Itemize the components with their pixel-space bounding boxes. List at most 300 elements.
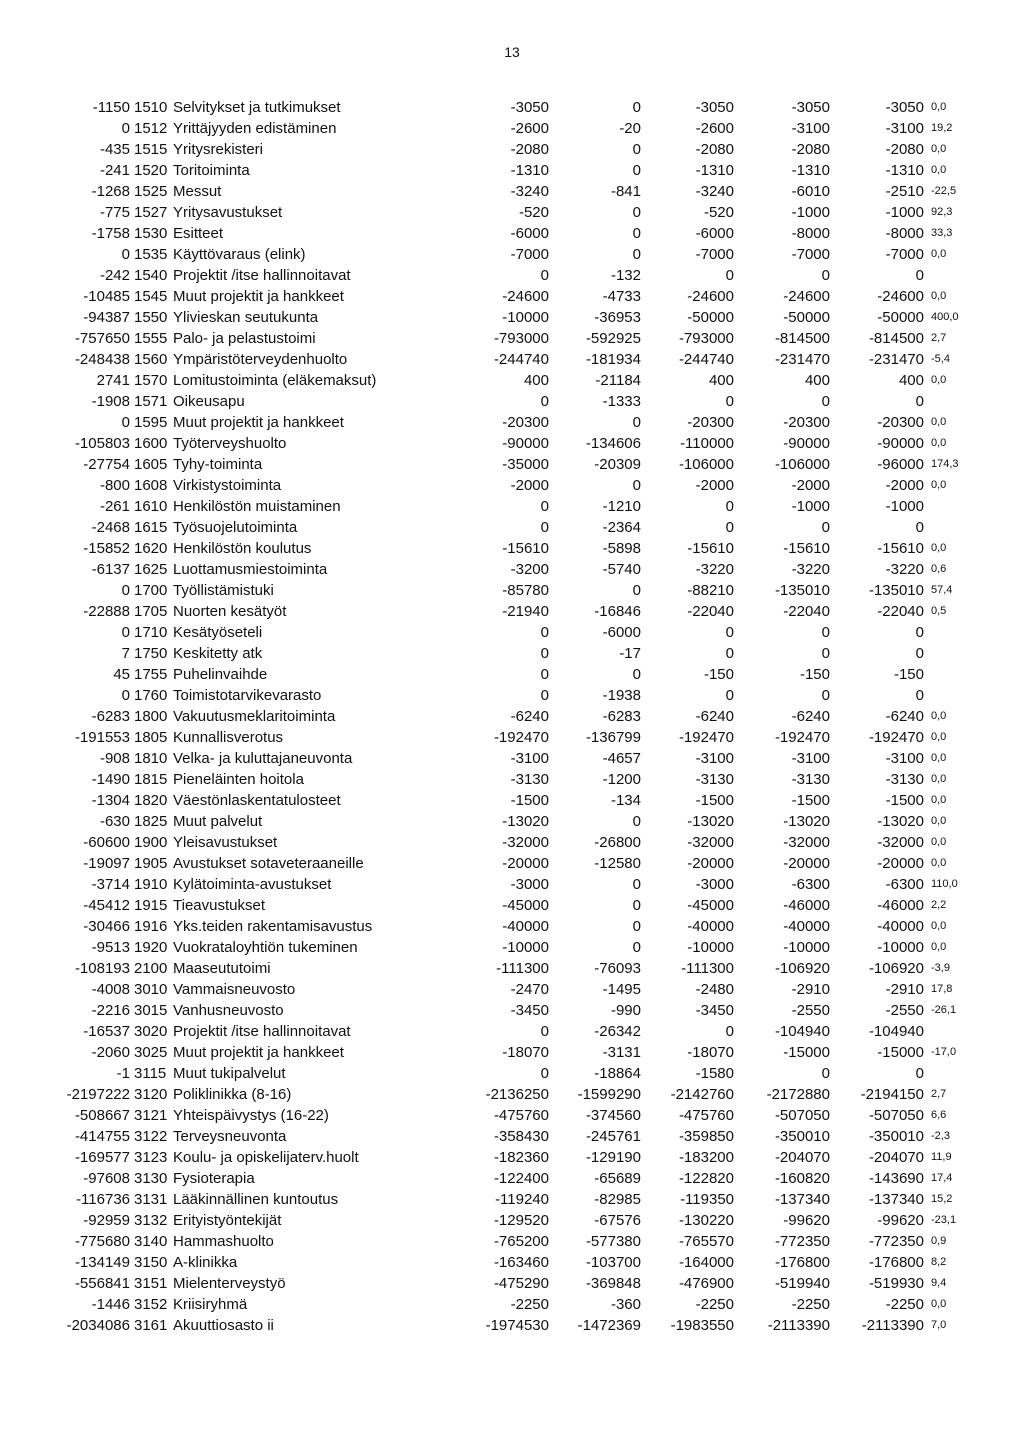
value-proposal: -106000 [774, 456, 830, 473]
value-final: -104940 [868, 1023, 924, 1040]
value-actual: -6283 [602, 708, 641, 725]
value-final: -1310 [885, 162, 924, 179]
value-2012: -3714 [91, 876, 130, 893]
value-proposal: -6010 [791, 183, 830, 200]
value-proposal: 0 [821, 645, 830, 662]
value-plan: -1983550 [670, 1317, 734, 1334]
value-2012: -1 [116, 1065, 130, 1082]
value-actual: -1472369 [577, 1317, 641, 1334]
value-plan: -20000 [687, 855, 734, 872]
account-code: 1545 [134, 288, 168, 305]
value-final: -3100 [885, 750, 924, 767]
value-proposal: -20000 [783, 855, 830, 872]
value-plan: -40000 [687, 918, 734, 935]
account-name: Yrittäjyyden edistäminen [173, 120, 337, 137]
value-final: 0 [915, 267, 924, 284]
value-proposal: -99620 [783, 1212, 830, 1229]
value-proposal: -106920 [774, 960, 830, 977]
value-2012: -22888 [83, 603, 130, 620]
value-actual: -4657 [602, 750, 641, 767]
value-plan: -765570 [678, 1233, 734, 1250]
value-final: -99620 [877, 1212, 924, 1229]
value-budget: -2000 [510, 477, 549, 494]
value-2012: -1490 [91, 771, 130, 788]
change-percent: 0,0 [931, 836, 947, 848]
change-percent: 33,3 [931, 227, 953, 239]
account-name: Messut [173, 183, 222, 200]
value-2012: -169577 [74, 1149, 130, 1166]
value-2012: -9513 [91, 939, 130, 956]
change-percent: 0,0 [931, 437, 947, 449]
value-proposal: -3050 [791, 99, 830, 116]
account-code: 1825 [134, 813, 168, 830]
value-budget: -90000 [502, 435, 549, 452]
value-2012: -1758 [91, 225, 130, 242]
value-plan: -15610 [687, 540, 734, 557]
account-code: 3025 [134, 1044, 168, 1061]
value-2012: -6137 [91, 561, 130, 578]
account-name: Palo- ja pelastustoimi [173, 330, 316, 347]
value-2012: -2468 [91, 519, 130, 536]
value-2012: 0 [121, 582, 130, 599]
value-proposal: -10000 [783, 939, 830, 956]
table-row [0, 538, 1024, 559]
value-actual: -16846 [594, 603, 641, 620]
value-budget: -32000 [502, 834, 549, 851]
value-final: -1000 [885, 204, 924, 221]
value-plan: -1500 [695, 792, 734, 809]
budget-table [0, 97, 1024, 1336]
value-budget: -6240 [510, 708, 549, 725]
value-budget: 0 [540, 498, 549, 515]
table-row [0, 748, 1024, 769]
value-budget: -10000 [502, 939, 549, 956]
account-name: Vuokrataloyhtiön tukeminen [173, 939, 358, 956]
account-code: 1815 [134, 771, 168, 788]
table-row [0, 475, 1024, 496]
account-code: 3130 [134, 1170, 168, 1187]
account-code: 3132 [134, 1212, 168, 1229]
value-actual: -1210 [602, 498, 641, 515]
value-proposal: -32000 [783, 834, 830, 851]
account-code: 1595 [134, 414, 168, 431]
table-row [0, 139, 1024, 160]
change-percent: -22,5 [931, 185, 957, 197]
value-budget: -1310 [510, 162, 549, 179]
value-proposal: -350010 [774, 1128, 830, 1145]
value-actual: -1599290 [577, 1086, 641, 1103]
value-proposal: -46000 [783, 897, 830, 914]
value-plan: -22040 [687, 603, 734, 620]
account-code: 1608 [134, 477, 168, 494]
account-name: Luottamusmiestoiminta [173, 561, 328, 578]
value-budget: 0 [540, 393, 549, 410]
value-proposal: -204070 [774, 1149, 830, 1166]
value-budget: -119240 [495, 1191, 549, 1208]
value-final: -231470 [868, 351, 924, 368]
table-row [0, 1273, 1024, 1294]
value-actual: -82985 [594, 1191, 641, 1208]
value-2012: -108193 [74, 960, 130, 977]
value-plan: -520 [703, 204, 734, 221]
value-actual: -2364 [602, 519, 641, 536]
value-plan: 0 [725, 687, 734, 704]
value-actual: -26342 [594, 1023, 641, 1040]
account-code: 2100 [134, 960, 168, 977]
value-plan: -32000 [687, 834, 734, 851]
value-final: -519930 [868, 1275, 924, 1292]
value-proposal: -50000 [783, 309, 830, 326]
account-code: 1527 [134, 204, 168, 221]
value-proposal: -3100 [791, 120, 830, 137]
change-percent: 17,8 [931, 983, 953, 995]
value-final: -7000 [885, 246, 924, 263]
value-budget: -163460 [493, 1254, 549, 1271]
account-code: 1535 [134, 246, 168, 263]
change-percent: 15,2 [931, 1193, 953, 1205]
account-name: Kriisiryhmä [173, 1296, 248, 1313]
value-actual: -21184 [595, 372, 641, 389]
value-final: -176800 [868, 1254, 924, 1271]
value-final: -204070 [868, 1149, 924, 1166]
value-final: -10000 [877, 939, 924, 956]
value-budget: -2600 [510, 120, 549, 137]
value-actual: 0 [632, 225, 641, 242]
table-row [0, 118, 1024, 139]
value-final: -3100 [885, 120, 924, 137]
value-2012: -2060 [91, 1044, 130, 1061]
value-plan: 0 [725, 498, 734, 515]
value-plan: -3050 [695, 99, 734, 116]
value-actual: -129190 [585, 1149, 641, 1166]
value-plan: -24600 [687, 288, 734, 305]
value-2012: -10485 [83, 288, 130, 305]
value-budget: -3050 [510, 99, 549, 116]
value-2012: -241 [99, 162, 130, 179]
account-name: Fysioterapia [173, 1170, 255, 1187]
value-plan: -3240 [695, 183, 734, 200]
change-percent: -5,4 [931, 353, 950, 365]
value-proposal: -1000 [791, 498, 830, 515]
value-actual: -369848 [585, 1275, 641, 1292]
value-final: -96000 [877, 456, 924, 473]
value-actual: -17 [619, 645, 641, 662]
value-final: -106920 [868, 960, 924, 977]
account-code: 1515 [134, 141, 168, 158]
value-2012: -908 [99, 750, 130, 767]
table-row [0, 391, 1024, 412]
account-name: Ylivieskan seutukunta [173, 309, 319, 326]
value-budget: -2080 [510, 141, 549, 158]
account-name: Muut projektit ja hankkeet [173, 1044, 344, 1061]
change-percent: -2,3 [931, 1130, 950, 1142]
value-final: -15610 [877, 540, 924, 557]
account-name: Hammashuolto [173, 1233, 274, 1250]
account-code: 1755 [134, 666, 168, 683]
value-final: -50000 [877, 309, 924, 326]
value-2012: -30466 [83, 918, 130, 935]
value-2012: 0 [121, 687, 130, 704]
account-name: Koulu- ja opiskelijaterv.huolt [173, 1149, 359, 1166]
account-name: Tieavustukset [173, 897, 265, 914]
account-name: Erityistyöntekijät [173, 1212, 282, 1229]
value-2012: 0 [121, 624, 130, 641]
value-actual: -3131 [602, 1044, 641, 1061]
value-final: -6300 [885, 876, 924, 893]
value-2012: -134149 [74, 1254, 130, 1271]
value-plan: 0 [725, 645, 734, 662]
account-name: Muut projektit ja hankkeet [173, 414, 344, 431]
value-plan: -20300 [687, 414, 734, 431]
value-final: -32000 [877, 834, 924, 851]
value-proposal: -2113390 [767, 1317, 830, 1334]
value-final: -13020 [877, 813, 924, 830]
change-percent: 0,0 [931, 416, 947, 428]
value-actual: -132 [610, 267, 641, 284]
account-code: 3122 [134, 1128, 168, 1145]
change-percent: 0,0 [931, 941, 947, 953]
value-final: -20300 [877, 414, 924, 431]
account-code: 1820 [134, 792, 168, 809]
value-final: -772350 [868, 1233, 924, 1250]
account-name: Muut projektit ja hankkeet [173, 288, 344, 305]
value-actual: -136799 [585, 729, 641, 746]
table-row [0, 517, 1024, 538]
table-row [0, 349, 1024, 370]
value-budget: -20000 [502, 855, 549, 872]
value-proposal: 0 [821, 519, 830, 536]
value-proposal: -3100 [791, 750, 830, 767]
account-code: 1615 [134, 519, 168, 536]
value-budget: -475760 [493, 1107, 549, 1124]
value-final: 0 [915, 393, 924, 410]
account-name: Virkistystoiminta [173, 477, 282, 494]
change-percent: 0,0 [931, 143, 947, 155]
value-actual: -1495 [602, 981, 641, 998]
value-proposal: -2172880 [766, 1086, 830, 1103]
value-plan: -13020 [687, 813, 734, 830]
value-2012: -1908 [91, 393, 130, 410]
change-percent: 0,0 [931, 815, 947, 827]
account-code: 1512 [134, 120, 168, 137]
value-budget: -793000 [493, 330, 549, 347]
value-budget: -2136250 [485, 1086, 549, 1103]
value-2012: -97608 [83, 1170, 130, 1187]
change-percent: 8,2 [931, 1256, 947, 1268]
account-code: 1700 [134, 582, 168, 599]
value-actual: 0 [632, 666, 641, 683]
account-name: Väestönlaskentatulosteet [173, 792, 341, 809]
change-percent: 0,0 [931, 374, 947, 386]
account-name: Velka- ja kuluttajaneuvonta [173, 750, 353, 767]
value-plan: -110000 [680, 435, 734, 452]
account-code: 3120 [134, 1086, 168, 1103]
account-code: 1905 [134, 855, 168, 872]
account-name: Projektit /itse hallinnoitavat [173, 267, 351, 284]
value-budget: -24600 [502, 288, 549, 305]
account-code: 1560 [134, 351, 168, 368]
table-row [0, 244, 1024, 265]
value-plan: -2600 [695, 120, 734, 137]
value-budget: -3100 [510, 750, 549, 767]
value-actual: -20309 [594, 456, 641, 473]
value-proposal: 0 [821, 393, 830, 410]
value-2012: -19097 [83, 855, 130, 872]
value-actual: 0 [632, 162, 641, 179]
value-2012: -1150 [92, 99, 130, 116]
account-name: Yks.teiden rakentamisavustus [173, 918, 373, 935]
value-budget: -3450 [510, 1002, 549, 1019]
change-percent: 0,0 [931, 752, 947, 764]
value-final: -46000 [877, 897, 924, 914]
value-actual: 0 [632, 204, 641, 221]
value-plan: -7000 [695, 246, 734, 263]
value-plan: -119350 [680, 1191, 734, 1208]
table-row [0, 286, 1024, 307]
value-proposal: -7000 [791, 246, 830, 263]
value-2012: 45 [113, 666, 130, 683]
value-final: -40000 [877, 918, 924, 935]
table-row [0, 706, 1024, 727]
account-name: Keskitetty atk [173, 645, 263, 662]
value-actual: -6000 [602, 624, 641, 641]
value-proposal: 0 [821, 1065, 830, 1082]
change-percent: 0,0 [931, 479, 947, 491]
value-final: -2194150 [860, 1086, 924, 1103]
change-percent: 0,0 [931, 164, 947, 176]
value-2012: -1268 [91, 183, 130, 200]
value-proposal: -3220 [791, 561, 830, 578]
value-plan: 400 [708, 372, 734, 389]
account-name: Käyttövaraus (elink) [173, 246, 306, 263]
account-name: Henkilöstön muistaminen [173, 498, 341, 515]
account-code: 3161 [134, 1317, 168, 1334]
value-plan: -3000 [695, 876, 734, 893]
value-proposal: -104940 [774, 1023, 830, 1040]
account-code: 1760 [134, 687, 168, 704]
account-name: Esitteet [173, 225, 224, 242]
value-2012: -60600 [83, 834, 130, 851]
value-budget: 0 [540, 1065, 549, 1082]
value-2012: -45412 [83, 897, 130, 914]
value-proposal: -137340 [774, 1191, 830, 1208]
change-percent: 0,0 [931, 794, 947, 806]
value-final: -20000 [877, 855, 924, 872]
value-proposal: -160820 [774, 1170, 830, 1187]
value-proposal: -519940 [774, 1275, 830, 1292]
value-final: -2113390 [861, 1317, 924, 1334]
account-name: Puhelinvaihde [173, 666, 268, 683]
value-actual: -1200 [602, 771, 641, 788]
value-budget: -520 [518, 204, 549, 221]
table-row [0, 790, 1024, 811]
value-final: -2000 [885, 477, 924, 494]
value-final: -2910 [885, 981, 924, 998]
value-2012: -242 [99, 267, 130, 284]
account-code: 1530 [134, 225, 168, 242]
value-plan: -2142760 [670, 1086, 734, 1103]
table-row [0, 454, 1024, 475]
value-proposal: -15610 [783, 540, 830, 557]
value-2012: -16537 [83, 1023, 130, 1040]
value-proposal: -15000 [783, 1044, 830, 1061]
value-actual: -5898 [602, 540, 641, 557]
value-plan: -3450 [695, 1002, 734, 1019]
account-code: 3015 [134, 1002, 168, 1019]
account-code: 1620 [134, 540, 168, 557]
value-final: -1500 [885, 792, 924, 809]
value-final: -3050 [885, 99, 924, 116]
value-2012: -1304 [91, 792, 130, 809]
value-actual: 0 [632, 246, 641, 263]
table-row [0, 1210, 1024, 1231]
table-row [0, 265, 1024, 286]
value-2012: -248438 [74, 351, 130, 368]
page-number: 13 [504, 44, 520, 60]
value-actual: -577380 [585, 1233, 641, 1250]
table-row [0, 1105, 1024, 1126]
value-2012: 2741 [96, 372, 130, 389]
value-actual: 0 [632, 582, 641, 599]
value-budget: -1974530 [485, 1317, 549, 1334]
value-budget: 0 [540, 519, 549, 536]
table-row [0, 1147, 1024, 1168]
table-row [0, 1042, 1024, 1063]
account-name: Mielenterveystyö [173, 1275, 286, 1292]
value-final: -3220 [885, 561, 924, 578]
account-code: 3152 [134, 1296, 168, 1313]
value-2012: -414755 [74, 1128, 130, 1145]
value-plan: -130220 [678, 1212, 734, 1229]
account-name: Ympäristöterveydenhuolto [173, 351, 348, 368]
value-proposal: -772350 [774, 1233, 830, 1250]
value-plan: -793000 [678, 330, 734, 347]
change-percent: 0,5 [931, 605, 947, 617]
account-code: 1805 [134, 729, 168, 746]
account-name: Oikeusapu [173, 393, 245, 410]
value-2012: 0 [121, 120, 130, 137]
value-plan: 0 [725, 1023, 734, 1040]
value-plan: -10000 [687, 939, 734, 956]
account-name: Vakuutusmeklaritoiminta [173, 708, 336, 725]
value-final: -1000 [885, 498, 924, 515]
value-actual: -374560 [585, 1107, 641, 1124]
account-code: 1555 [134, 330, 168, 347]
value-budget: -2470 [510, 981, 549, 998]
change-percent: 2,7 [931, 1088, 947, 1100]
account-code: 1800 [134, 708, 168, 725]
value-final: 0 [915, 1065, 924, 1082]
account-name: Pieneläinten hoitola [173, 771, 304, 788]
account-code: 3140 [134, 1233, 168, 1250]
value-2012: -556841 [74, 1275, 130, 1292]
account-code: 1810 [134, 750, 168, 767]
table-row [0, 601, 1024, 622]
account-name: Toimistotarvikevarasto [173, 687, 322, 704]
account-code: 1915 [134, 897, 168, 914]
value-actual: -134 [610, 792, 641, 809]
table-row [0, 664, 1024, 685]
value-plan: 0 [725, 624, 734, 641]
value-actual: 0 [632, 939, 641, 956]
value-proposal: 0 [821, 624, 830, 641]
change-percent: 0,0 [931, 773, 947, 785]
table-row [0, 433, 1024, 454]
value-proposal: 0 [821, 267, 830, 284]
account-name: Vammaisneuvosto [173, 981, 296, 998]
value-final: -192470 [868, 729, 924, 746]
value-proposal: -2250 [791, 1296, 830, 1313]
